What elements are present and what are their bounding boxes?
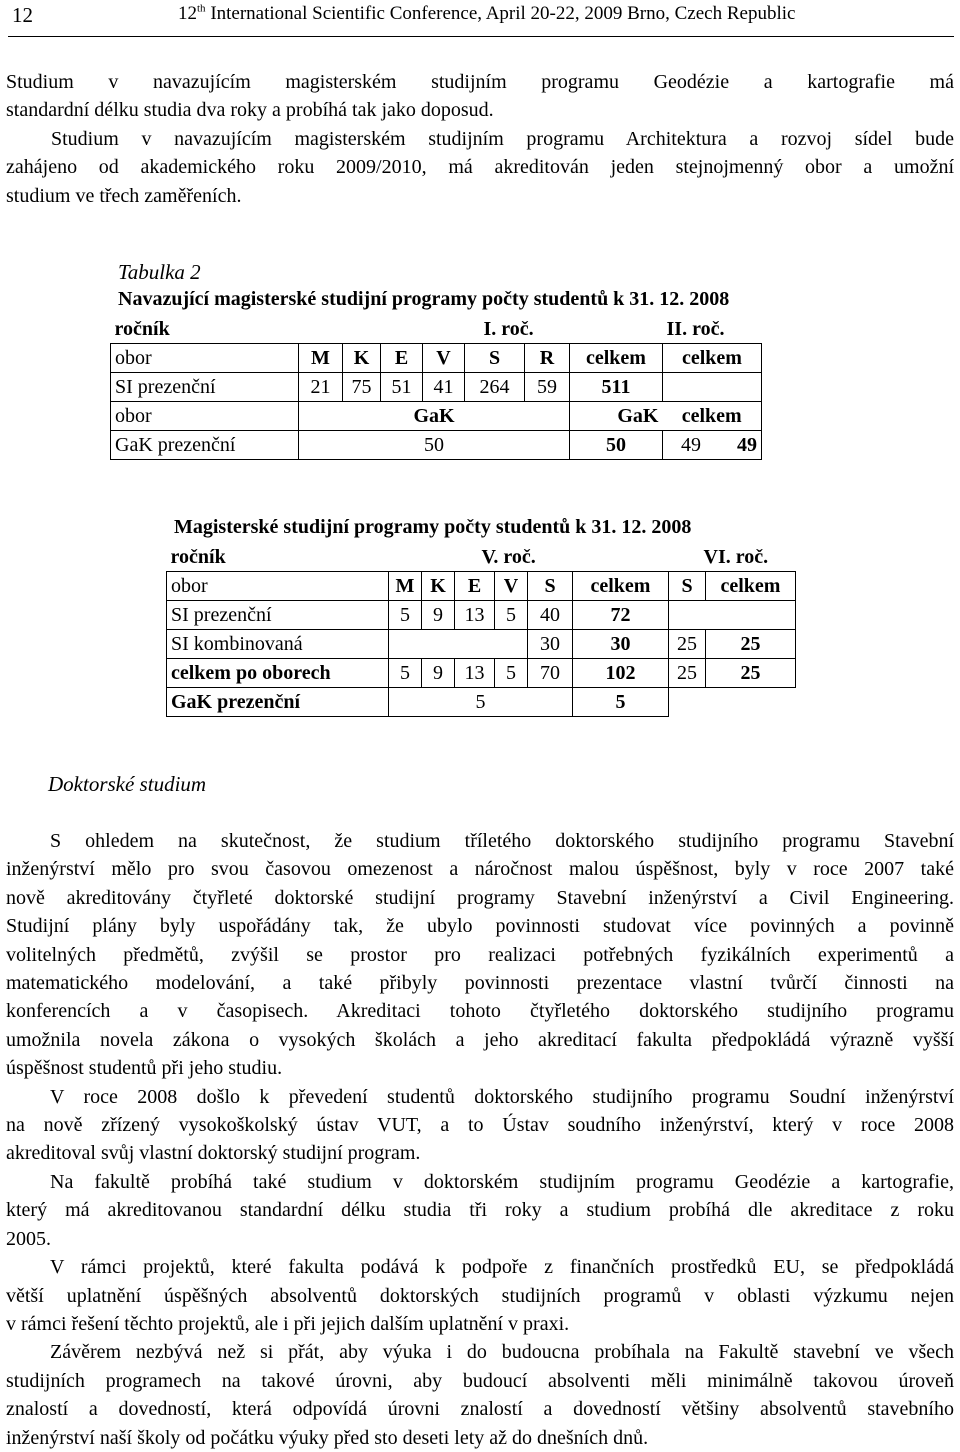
table-row [111,315,762,344]
conference-title: 12th International Scientific Conference, April 20-22, 2009 Brno, Czech Republic [178,2,796,24]
table-cell: 13 [455,601,495,630]
table-cell: E [381,344,423,373]
table-cell: celkem [663,402,762,431]
table2 [110,315,762,460]
paragraph [6,827,954,1083]
text-line: inženýrství mělo pro svou časovou omezenost a náročnost malou úspěšnost, byly v roce 2007 také [6,858,954,881]
year6-label: VI. roč. [703,545,769,568]
table-cell: SI prezenční [167,601,389,630]
text-line: studijních programech na takové úrovni, aby budoucí absolventi měli minimálně takovou úroveň [6,1369,954,1392]
table-cell: K [343,344,381,373]
table-cell: 50 [570,431,663,460]
table-cell: M [389,572,422,601]
table-cell [669,601,706,630]
table-cell: 25 [706,659,796,688]
table-cell: R [525,344,570,373]
paragraph [6,1253,954,1338]
table-cell: 41 [423,373,465,402]
table-cell: GaK prezenční [111,431,299,460]
table-cell: obor [111,344,299,373]
table-cell: 21 [299,373,343,402]
table-cell: 25 [669,630,706,659]
text-line: S ohledem na skutečnost, že studium tříletého doktorského studijního programu Stavební [50,830,954,852]
table-row [167,630,796,659]
table-cell: 13 [455,659,495,688]
table-cell: 5 [389,688,573,717]
table-cell: SI prezenční [111,373,299,402]
text-line: nově akreditovány čtyřleté doktorské studijní programy Stavební inženýrství a Civil Engineering. [6,886,954,909]
table-cell: GaK prezenční [167,688,389,717]
table-cell: 59 [525,373,570,402]
table3 [166,543,796,717]
header-rule [8,36,954,37]
paragraph [6,1168,954,1253]
table-cell [663,431,762,460]
table-cell: M [299,344,343,373]
table-cell: 25 [706,630,796,659]
table-row [111,402,762,431]
page-header [8,0,954,38]
year2-label: II. roč. [666,317,725,340]
table-cell: SI kombinovaná [167,630,389,659]
paragraph [6,1338,954,1452]
table-cell: 5 [389,659,422,688]
table-cell: 102 [573,659,669,688]
table-cell: K [422,572,455,601]
intro-line: Studium v navazujícím magisterském studijním programu Geodézie a kartografie má [6,71,954,93]
table-cell: celkem [570,344,663,373]
table3-title: Magisterské studijní programy počty studentů k 31. 12. 2008 [174,516,692,538]
table-cell: V [423,344,465,373]
table-cell: obor [111,402,299,431]
table-cell: S [669,572,706,601]
text-line: konferencích a v časopisech. Akreditaci tohoto čtyřletého doktorského studijního programu [6,1000,954,1023]
text-line: umožnila novela zákona o vysokých školách a jeho akreditací fakulta předpokládá výrazně vyšší [6,1028,954,1051]
table-cell: 9 [422,601,455,630]
intro-line: zahájeno od akademického roku 2009/2010, má akreditován jeden stejnojmenný obor a umožní [6,156,954,179]
section-heading: Doktorské studium [48,772,207,796]
table-row [167,543,796,572]
table-cell: 511 [570,373,663,402]
table-cell-value: 49 [737,433,757,456]
rocnik-label: ročník [170,545,226,568]
text-line: Na fakultě probíhá také studium v doktorském studijním programu Geodézie a kartografie, [50,1170,954,1193]
intro-line: Studium v navazujícím magisterském studijním programu Architektura a rozvoj sídel bude [51,127,954,150]
table-cell [706,601,796,630]
text-line: Závěrem nezbývá než si přát, aby výuka i do budoucna probíhala na Fakultě stavební ve všech [50,1341,954,1364]
text-line: akreditoval svůj vlastní doktorský studijní program. [6,1142,421,1165]
table-cell: S [465,344,525,373]
text-line: na nově zřízený vysokoškolský ústav VUT, a to Ústav soudního inženýrství, který v roce 2008 [6,1114,954,1137]
text-line: který má akreditovanou standardní délku studia tři roky a studium probíhá dle akreditace z roku [6,1199,954,1222]
text-line: V rámci projektů, které fakulta podává k podpoře z finančních prostředků EU, se předpokládá [50,1256,954,1279]
text-line: inženýrství naší školy od počátku výuky před sto deseti lety až do dnešních dnů. [6,1426,649,1449]
table-cell: V [495,572,528,601]
intro-line: standardní délku studia dva roky a probíhá tak jako doposud. [6,99,494,122]
text-line: v rámci řešení těchto projektů, ale i při jejich dalším uplatnění v praxi. [6,1312,570,1335]
table-cell: 30 [528,630,573,659]
table-cell: 264 [465,373,525,402]
table-cell: 5 [389,601,422,630]
intro-text [6,68,954,210]
table-cell: 5 [495,659,528,688]
table-caption: Tabulka 2 [118,260,201,284]
paragraph [6,1083,954,1168]
doctoral-text [6,827,954,1452]
text-line: volitelných předmětů, zvýšil se prostor pro realizaci potřebných fyzikálních experimentů a [6,943,954,966]
rocnik-label: ročník [114,317,170,340]
text-line: větší uplatnění úspěšných absolventů doktorských studijních programů v oblasti výzkumu nejen [6,1284,954,1307]
year5-label: V. roč. [481,545,536,568]
table-row [111,344,762,373]
table-row [167,601,796,630]
page-number: 12 [12,3,33,27]
table-cell: 30 [573,630,669,659]
table-cell: S [528,572,573,601]
table-cell: celkem [573,572,669,601]
table-cell [669,688,796,717]
table-cell: 75 [343,373,381,402]
table-cell: celkem [706,572,796,601]
table-cell: 50 [299,431,570,460]
table-cell: 9 [422,659,455,688]
year1-label: I. roč. [483,317,534,340]
table-cell: 40 [528,601,573,630]
intro-line: studium ve třech zaměřeních. [6,184,242,207]
table-cell: 25 [669,659,706,688]
table-cell: obor [167,572,389,601]
text-line: Studijní plány byly uspořádány tak, že ubylo povinnosti studovat více povinných a povinně [6,915,954,938]
table-cell: 72 [573,601,669,630]
table-cell: GaK [299,402,570,431]
table-row [111,431,762,460]
table-cell-value: 49 [681,433,701,456]
table-cell: 5 [495,601,528,630]
table-cell: 51 [381,373,423,402]
table-cell: 5 [573,688,669,717]
table2-title: Navazující magisterské studijní programy počty studentů k 31. 12. 2008 [118,288,730,310]
table-cell: GaK [570,402,663,431]
table-cell: 70 [528,659,573,688]
table-row [111,373,762,402]
table-row [167,659,796,688]
text-line: úspěšnost studentů při jeho studiu. [6,1057,283,1080]
text-line: 2005. [6,1227,51,1250]
table-cell: E [455,572,495,601]
text-line: znalostí a dovedností, která odpovídá úrovni znalostí a dovedností většiny absolventů stavebního [6,1398,954,1421]
table-cell: celkem [663,344,762,373]
table-row [167,688,796,717]
table-cell: celkem po oborech [167,659,389,688]
text-line: matematického modelování, a také přibyly povinnosti prezentace vlastní tvůrčí činnosti na [6,972,954,995]
text-line: V roce 2008 došlo k převedení studentů doktorského studijního programu Soudní inženýrství [50,1085,954,1108]
table-row [167,572,796,601]
table-cell [663,373,762,402]
table-cell [389,630,528,659]
